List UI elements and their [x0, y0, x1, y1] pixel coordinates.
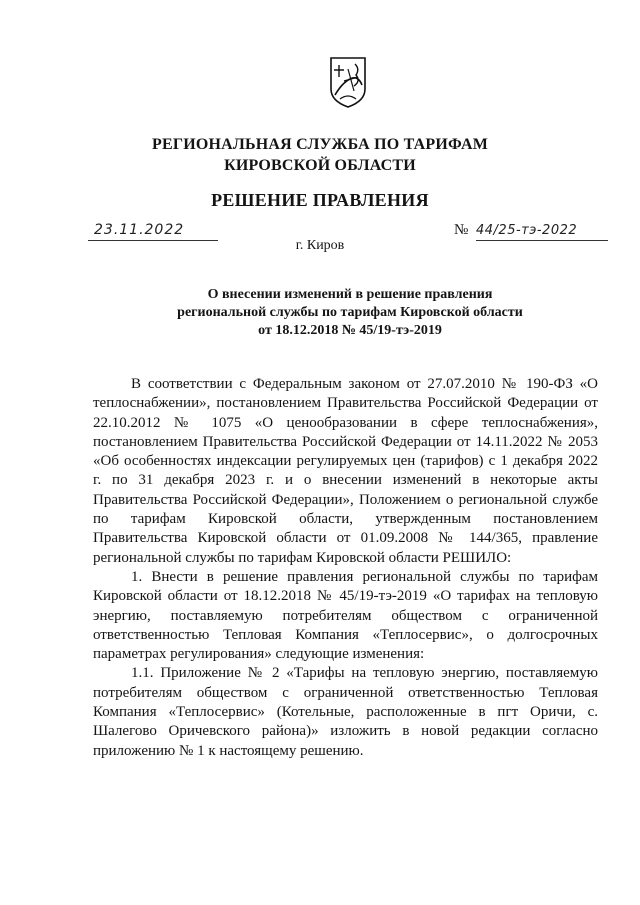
subject-line-1: О внесении изменений в решение правления [207, 287, 493, 302]
preamble-paragraph: В соответствии с Федеральным законом от 27.07.2010 № 190-ФЗ «О теплоснабжении», постановлением Правительства Российской Федерации от 22.10.2012 № 1075 «О ценообразовании в сфере теплоснабжения», постановлением Правительства Российской Федерации от 14.11.2022 № 2053 «Об особенностях индексации регулируемых цен (тарифов) с 1 декабря 2022 г. по 31 декабря 2023 г. и о внесении изменений в некоторые акты Правительства Российской Федерации», Положением о региональной службе по тарифам Кировской области, утвержденным постановлением Правительства Кировской области от 01.09.2008 № 144/365, правление региональной службы по тарифам Кировской области РЕШИЛО: [93, 376, 598, 566]
subject-line-2: региональной службы по тарифам Кировской области [177, 305, 523, 320]
clause-1-paragraph: 1. Внести в решение правления региональной службы по тарифам Кировской области от 18.12.2018 № 45/19-тэ-2019 «О тарифах на тепловую энергию, поставляемую потребителям обществом с ограниченной ответственностью Тепловая Компания «Теплосервис», о долгосрочных параметрах регулирования» следующие изменения: [93, 568, 598, 663]
decision-number-value: 44/25-тэ-2022 [476, 223, 578, 238]
document-type-title: РЕШЕНИЕ ПРАВЛЕНИЯ [211, 190, 429, 210]
organization-name-line-1: РЕГИОНАЛЬНАЯ СЛУЖБА ПО ТАРИФАМ [151, 136, 489, 153]
decision-number [454, 221, 614, 239]
number-sign: № [454, 222, 469, 238]
city: г. Киров [295, 238, 345, 253]
document-body [93, 375, 598, 761]
kirov-coat-of-arms-icon [328, 55, 368, 109]
subject-line-3: от 18.12.2018 № 45/19-тэ-2019 [258, 323, 442, 338]
organization-name-line-2: КИРОВСКОЙ ОБЛАСТИ [224, 157, 416, 174]
clause-1-1-paragraph: 1.1. Приложение № 2 «Тарифы на тепловую энергию, поставляемую потребителям обществом с ограниченной ответственностью Тепловая Компания «Теплосервис» (Котельные, расположенные в пгт Оричи, с. Шалегово Оричевского района)» изложить в новой редакции согласно приложению № 1 к настоящему решению. [93, 665, 598, 759]
decision-date: 23.11.2022 [94, 222, 185, 238]
